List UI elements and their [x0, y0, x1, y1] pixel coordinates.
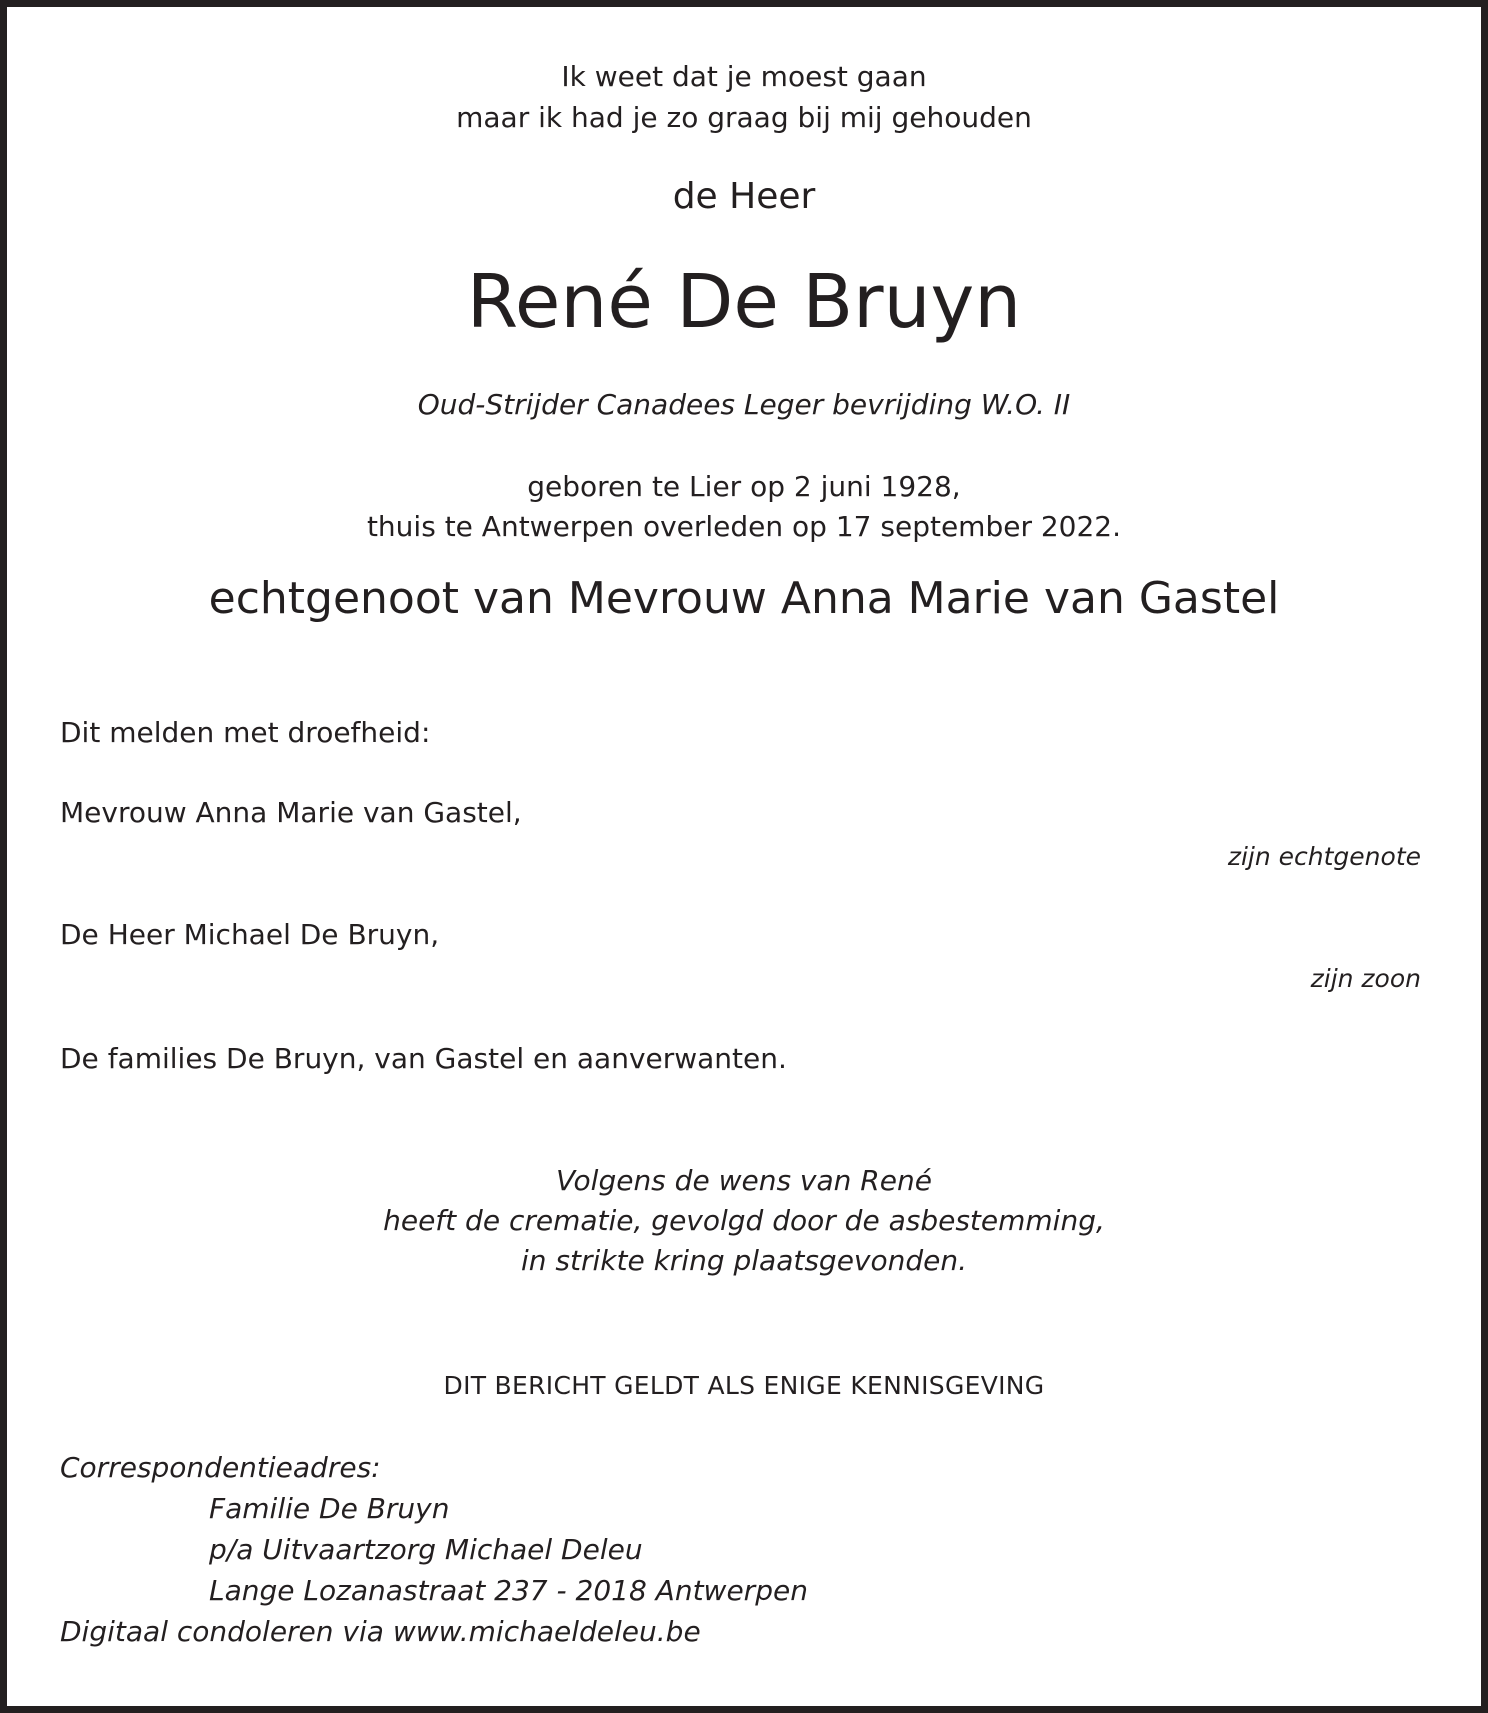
wish-line-2: heeft de crematie, gevolgd door de asbestemming, — [383, 1204, 1105, 1237]
wish-line-1: Volgens de wens van René — [556, 1164, 932, 1197]
spouse-line: echtgenoot van Mevrouw Anna Marie van Gastel — [208, 573, 1280, 624]
mourner-relation: zijn echtgenote — [1227, 842, 1421, 871]
notice-line: DIT BERICHT GELDT ALS ENIGE KENNISGEVING — [443, 1371, 1045, 1400]
deceased-title: de Heer — [672, 176, 816, 217]
online-condolence-line: Digitaal condoleren via www.michaeldeleu.be — [60, 1615, 701, 1648]
correspondence-label: Correspondentieadres: — [60, 1451, 381, 1484]
address-line: Familie De Bruyn — [209, 1492, 450, 1525]
birth-info: geboren te Lier op 2 juni 1928, — [527, 470, 961, 503]
death-info: thuis te Antwerpen overleden op 17 september 2022. — [366, 510, 1122, 543]
address-line: p/a Uitvaartzorg Michael Deleu — [209, 1533, 643, 1566]
announcement-intro: Dit melden met droefheid: — [60, 716, 431, 749]
mourner-name: De Heer Michael De Bruyn, — [60, 918, 440, 951]
mourner-name: Mevrouw Anna Marie van Gastel, — [60, 796, 522, 829]
poem-line-2: maar ik had je zo graag bij mij gehouden — [456, 101, 1032, 134]
poem-line-1: Ik weet dat je moest gaan — [561, 60, 927, 93]
deceased-name: René De Bruyn — [466, 259, 1022, 345]
address-line: Lange Lozanastraat 237 - 2018 Antwerpen — [209, 1574, 808, 1607]
deceased-description: Oud-Strijder Canadees Leger bevrijding W.O. II — [417, 388, 1071, 421]
mourner-relation: zijn zoon — [1310, 964, 1421, 993]
families-line: De families De Bruyn, van Gastel en aanverwanten. — [60, 1042, 787, 1075]
wish-line-3: in strikte kring plaatsgevonden. — [520, 1244, 968, 1277]
